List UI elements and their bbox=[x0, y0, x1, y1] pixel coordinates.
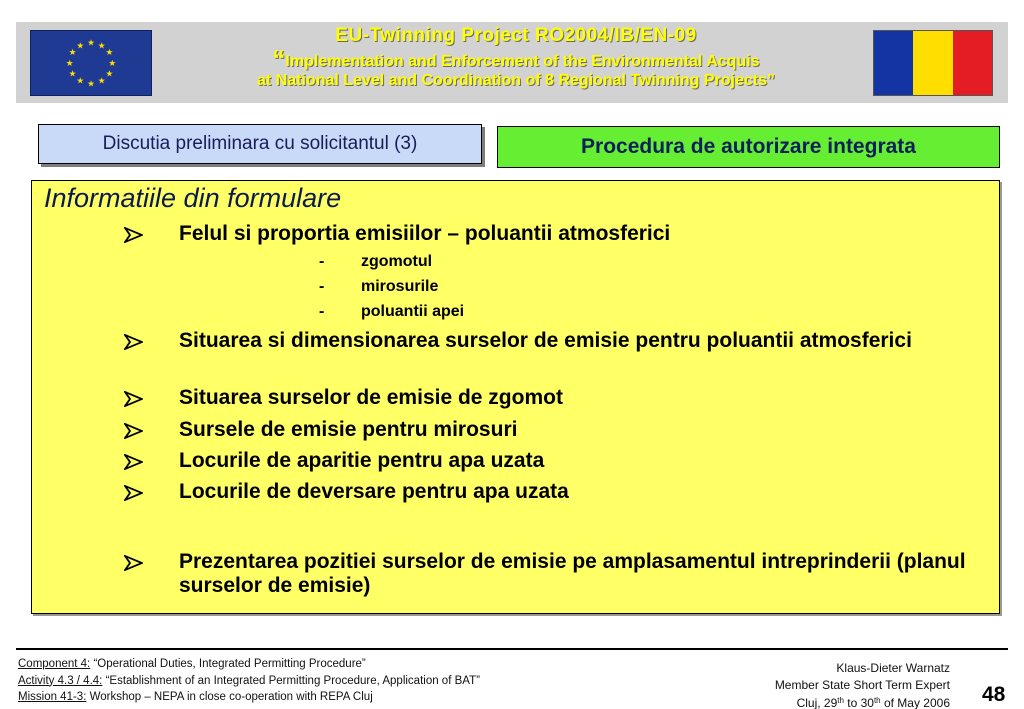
sub-list-item: - poluantii apei bbox=[319, 303, 465, 320]
eu-flag-icon bbox=[30, 30, 152, 96]
svg-text:★: ★ bbox=[87, 79, 95, 90]
footer-place-date: Cluj, 29th to 30th of May 2006 bbox=[796, 696, 950, 709]
project-header bbox=[166, 26, 866, 90]
page-number: 48 bbox=[982, 683, 1006, 706]
list-item: Locurile de aparitie pentru apa uzata bbox=[124, 449, 984, 473]
svg-text:★: ★ bbox=[68, 48, 77, 59]
section-title-box: Discutia preliminara cu solicitantul (3) bbox=[38, 124, 482, 164]
footer-component: Component 4: “Operational Duties, Integrated Permitting Procedure” bbox=[18, 658, 366, 670]
footer-role: Member State Short Term Expert bbox=[774, 677, 950, 692]
header-band bbox=[16, 22, 1008, 103]
svg-text:★: ★ bbox=[97, 76, 106, 87]
svg-text:★: ★ bbox=[108, 58, 117, 69]
svg-text:★: ★ bbox=[97, 41, 106, 52]
list-item: Situarea surselor de emisie de zgomot bbox=[124, 386, 984, 410]
svg-text:★: ★ bbox=[105, 48, 114, 59]
project-subtitle-line2: at National Level and Coordination of 8 Regional Twinning Projects” bbox=[257, 72, 775, 90]
sub-list-item: - mirosurile bbox=[319, 278, 439, 295]
list-item: Situarea si dimensionarea surselor de emisie pentru poluantii atmosferici bbox=[124, 329, 984, 353]
arrow-bullet-icon bbox=[124, 329, 179, 353]
topic-title-box: Procedura de autorizare integrata bbox=[497, 126, 1000, 168]
open-quote: “ bbox=[272, 43, 286, 74]
svg-text:★: ★ bbox=[105, 69, 114, 80]
footer-activity: Activity 4.3 / 4.4: “Establishment of an Integrated Permitting Procedure, Application of BAT” bbox=[18, 674, 480, 687]
arrow-bullet-icon bbox=[124, 386, 179, 410]
footer-mission: Mission 41-3: Workshop – NEPA in close co-operation with REPA Cluj bbox=[18, 691, 373, 703]
project-title: EU-Twinning Project RO2004/IB/EN-09 bbox=[335, 25, 697, 46]
svg-text:★: ★ bbox=[87, 38, 95, 49]
footer-author-info bbox=[775, 660, 950, 709]
footer-author: Klaus-Dieter Warnatz bbox=[836, 661, 950, 675]
arrow-bullet-icon bbox=[124, 550, 179, 598]
arrow-bullet-icon bbox=[124, 418, 179, 442]
project-subtitle-line1: Implementation and Enforcement of the Environmental Acquis bbox=[285, 52, 760, 70]
svg-text:★: ★ bbox=[68, 69, 77, 80]
content-heading: Informatiile din formulare bbox=[44, 183, 342, 213]
arrow-bullet-icon bbox=[124, 222, 179, 246]
sub-list-item: - zgomotul bbox=[319, 253, 433, 270]
arrow-bullet-icon bbox=[124, 480, 179, 504]
list-item: Felul si proportia emisiilor – poluantii atmosferici bbox=[124, 222, 984, 246]
romania-flag-icon bbox=[873, 30, 993, 96]
footer-divider bbox=[16, 648, 1008, 650]
svg-text:★: ★ bbox=[65, 58, 74, 69]
svg-text:★: ★ bbox=[76, 76, 85, 87]
footer-project-info bbox=[18, 656, 480, 706]
content-panel bbox=[31, 180, 1000, 614]
svg-text:★: ★ bbox=[76, 41, 85, 52]
list-item: Locurile de deversare pentru apa uzata bbox=[124, 480, 984, 504]
arrow-bullet-icon bbox=[124, 449, 179, 473]
list-item: Sursele de emisie pentru mirosuri bbox=[124, 418, 984, 442]
list-item: Prezentarea pozitiei surselor de emisie pe amplasamentul intreprinderii (planul surselor de emisie) bbox=[124, 550, 984, 598]
